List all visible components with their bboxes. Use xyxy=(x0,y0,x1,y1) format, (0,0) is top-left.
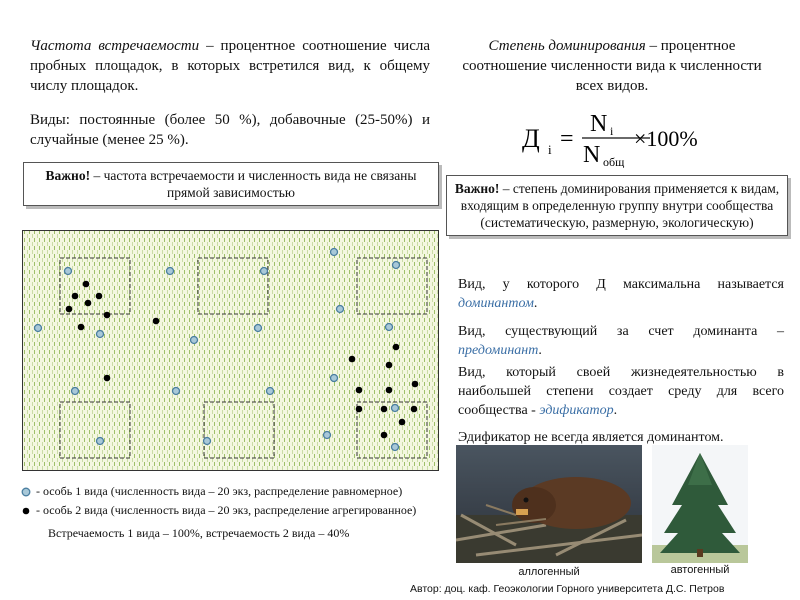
species2-individual xyxy=(386,387,393,394)
species2-individual xyxy=(153,318,160,325)
formula-times: ×100% xyxy=(634,126,698,151)
domination-formula xyxy=(520,104,720,168)
species1-individual xyxy=(97,331,104,338)
important-label-left: Важно! xyxy=(45,168,91,183)
beaver-photo xyxy=(456,445,642,563)
formula-num-sub: i xyxy=(610,124,614,138)
beaver-head xyxy=(512,487,556,523)
field-area xyxy=(23,231,439,471)
species1-individual xyxy=(167,268,174,275)
species1-individual xyxy=(65,268,72,275)
frequency-term: Частота встречаемости xyxy=(30,38,200,54)
species2-individual xyxy=(386,362,393,369)
domination-term: Степень доминирования xyxy=(488,38,646,54)
species1-individual xyxy=(331,249,338,256)
species2-individual xyxy=(66,306,73,313)
species2-individual xyxy=(83,281,90,288)
species1-individual xyxy=(392,405,399,412)
species1-individual xyxy=(331,375,338,382)
formula-eq: = xyxy=(560,126,574,152)
species2-individual xyxy=(399,419,406,426)
edificator-definition: Вид, который своей жизнедеятельностью в наибольшей степени создает среду для всего сообщества - эдификатор. xyxy=(458,365,784,418)
species2-individual xyxy=(104,312,111,319)
important-text-right: – степень доминирования применяется к видам, входящим в определенную группу внутри сообщества (систематическую, размерную, экологическую) xyxy=(460,181,780,230)
formula-num: N xyxy=(590,111,608,137)
species1-individual xyxy=(386,324,393,331)
edificator-term: эдификатор xyxy=(539,403,614,418)
spruce-trunk xyxy=(697,549,703,557)
species1-individual xyxy=(392,444,399,451)
species2-individual xyxy=(356,406,363,413)
species1-individual xyxy=(393,262,400,269)
species2-individual xyxy=(85,300,92,307)
species1-individual xyxy=(255,325,262,332)
species1-individual xyxy=(267,388,274,395)
species2-individual xyxy=(72,293,79,300)
sample-plots-diagram xyxy=(22,230,440,472)
edificator-note: Эдификатор не всегда является доминантом. xyxy=(458,430,724,445)
formula-lhs-sub: i xyxy=(548,142,552,157)
species1-individual xyxy=(173,388,180,395)
frequency-definition-text: – процентное соотношение числа пробных площадок, в которых встретился вид, к общему числу площадок. xyxy=(30,38,431,94)
domination-definition xyxy=(452,36,772,96)
species1-individual xyxy=(72,388,79,395)
important-label-right: Важно! xyxy=(454,181,500,196)
species1-individual xyxy=(35,325,42,332)
dominant-term: доминантом xyxy=(458,296,534,311)
species1-individual xyxy=(97,438,104,445)
species-kinds: Виды: постоянные (более 50 %), добавочные (25-50%) и случайные (менее 25 %). xyxy=(30,112,430,148)
domination-definition-text: – процентное соотношение численности вида к численности всех видов. xyxy=(462,38,762,94)
species2-individual xyxy=(381,432,388,439)
dominant-definition: Вид, у которого Д максимальна называется доминантом. xyxy=(458,277,784,311)
formula-den-sub: общ xyxy=(603,155,625,168)
species2-individual xyxy=(96,293,103,300)
species2-individual xyxy=(381,406,388,413)
caption-autogenic: автогенный xyxy=(670,564,730,576)
occurrence-summary: Встречаемость 1 вида – 100%, встречаемость 2 вида – 40% xyxy=(48,526,350,540)
species2-individual xyxy=(78,324,85,331)
important-box-left xyxy=(23,162,439,206)
species1-individual xyxy=(191,337,198,344)
species1-individual xyxy=(204,438,211,445)
species1-individual xyxy=(337,306,344,313)
important-box-right xyxy=(446,175,788,236)
author-credit: Автор: доц. каф. Геоэкологии Горного университета Д.С. Петров xyxy=(410,583,725,595)
formula-den: N xyxy=(583,142,601,168)
caption-allogenic: аллогенный xyxy=(518,566,580,578)
spruce-photo xyxy=(652,445,748,563)
frequency-definition xyxy=(30,36,430,96)
species2-individual xyxy=(393,344,400,351)
legend-species2-marker xyxy=(20,505,32,517)
species2-individual xyxy=(411,406,418,413)
predominant-term: предоминант xyxy=(458,343,539,358)
legend-species1: - особь 1 вида (численность вида – 20 экз, распределение равномерное) xyxy=(36,484,403,498)
legend-species2: - особь 2 вида (численность вида – 20 экз, распределение агрегированное) xyxy=(36,503,417,517)
species1-individual xyxy=(324,432,331,439)
species1-individual xyxy=(261,268,268,275)
species2-individual xyxy=(349,356,356,363)
species2-individual xyxy=(412,381,419,388)
species2-individual xyxy=(104,375,111,382)
formula-lhs: Д xyxy=(522,124,540,153)
legend-species1-marker xyxy=(20,486,32,498)
species2-individual xyxy=(356,387,363,394)
predominant-definition: Вид, существующий за счет доминанта – предоминант. xyxy=(458,324,784,358)
important-text-left: – частота встречаемости и численность вида не связаны прямой зависимостью xyxy=(90,168,417,200)
